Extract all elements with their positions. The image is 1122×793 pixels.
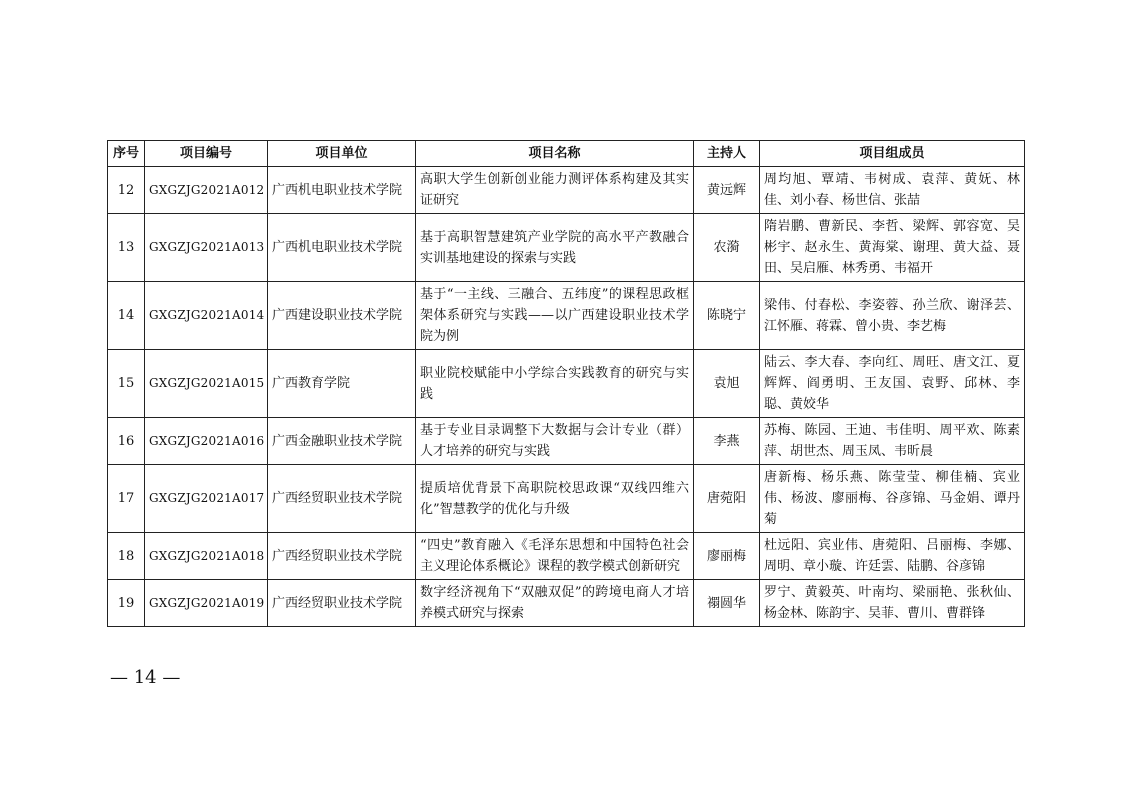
project-code: GXGZJG2021A014: [145, 282, 268, 350]
project-name: 基于专业目录调整下大数据与会计专业（群）人才培养的研究与实践: [416, 418, 694, 465]
table-row: [108, 214, 1025, 282]
project-unit: 广西经贸职业技术学院: [268, 533, 416, 580]
row-number: 13: [108, 214, 145, 282]
header-host: 主持人: [694, 141, 760, 167]
project-unit: 广西建设职业技术学院: [268, 282, 416, 350]
row-number: 16: [108, 418, 145, 465]
project-code: GXGZJG2021A017: [145, 465, 268, 533]
project-table: [107, 140, 1025, 627]
row-number: 19: [108, 580, 145, 627]
project-members: 唐新梅、杨乐燕、陈莹莹、柳佳楠、宾业伟、杨波、廖丽梅、谷彦锦、马金娟、谭丹菊: [760, 465, 1025, 533]
project-code: GXGZJG2021A013: [145, 214, 268, 282]
project-name: 高职大学生创新创业能力测评体系构建及其实证研究: [416, 167, 694, 214]
project-code: GXGZJG2021A015: [145, 350, 268, 418]
project-members: 梁伟、付春松、李姿蓉、孙兰欣、谢泽芸、江怀雁、蒋霖、曾小贵、李艺梅: [760, 282, 1025, 350]
project-unit: 广西经贸职业技术学院: [268, 465, 416, 533]
table-row: [108, 282, 1025, 350]
project-host: 陈晓宁: [694, 282, 760, 350]
header-code: 项目编号: [145, 141, 268, 167]
project-host: 廖丽梅: [694, 533, 760, 580]
project-name: 职业院校赋能中小学综合实践教育的研究与实践: [416, 350, 694, 418]
project-name: 基于高职智慧建筑产业学院的高水平产教融合实训基地建设的探索与实践: [416, 214, 694, 282]
project-host: 唐菀阳: [694, 465, 760, 533]
row-number: 15: [108, 350, 145, 418]
table-row: [108, 350, 1025, 418]
project-unit: 广西机电职业技术学院: [268, 167, 416, 214]
table-row: [108, 465, 1025, 533]
row-number: 12: [108, 167, 145, 214]
project-members: 周均旭、覃靖、韦树成、袁萍、黄妩、林佳、刘小春、杨世信、张喆: [760, 167, 1025, 214]
header-name: 项目名称: [416, 141, 694, 167]
header-members: 项目组成员: [760, 141, 1025, 167]
project-name: 基于“一主线、三融合、五纬度”的课程思政框架体系研究与实践——以广西建设职业技术学院为例: [416, 282, 694, 350]
table-row: [108, 533, 1025, 580]
project-code: GXGZJG2021A018: [145, 533, 268, 580]
project-members: 罗宁、黄毅英、叶南均、梁丽艳、张秋仙、杨金林、陈韵宇、吴菲、曹川、曹群锋: [760, 580, 1025, 627]
table-row: [108, 418, 1025, 465]
project-host: 李燕: [694, 418, 760, 465]
project-host: 禤圆华: [694, 580, 760, 627]
table-header-row: [108, 141, 1025, 167]
header-seq: 序号: [108, 141, 145, 167]
project-members: 隋岩鹏、曹新民、李哲、梁辉、郭容宽、吴彬宇、赵永生、黄海棠、谢理、黄大益、聂田、吴启雁、林秀勇、韦福开: [760, 214, 1025, 282]
project-unit: 广西经贸职业技术学院: [268, 580, 416, 627]
header-unit: 项目单位: [268, 141, 416, 167]
project-host: 袁旭: [694, 350, 760, 418]
row-number: 18: [108, 533, 145, 580]
project-code: GXGZJG2021A019: [145, 580, 268, 627]
project-members: 杜远阳、宾业伟、唐菀阳、吕丽梅、李娜、周明、章小璇、许廷雲、陆鹏、谷彦锦: [760, 533, 1025, 580]
project-unit: 广西金融职业技术学院: [268, 418, 416, 465]
project-code: GXGZJG2021A012: [145, 167, 268, 214]
project-name: 数字经济视角下“双融双促”的跨境电商人才培养模式研究与探索: [416, 580, 694, 627]
project-unit: 广西机电职业技术学院: [268, 214, 416, 282]
table-row: [108, 167, 1025, 214]
row-number: 14: [108, 282, 145, 350]
table-row: [108, 580, 1025, 627]
page-number: — 14 —: [110, 667, 181, 688]
project-name: “四史”教育融入《毛泽东思想和中国特色社会主义理论体系概论》课程的教学模式创新研究: [416, 533, 694, 580]
project-name: 提质培优背景下高职院校思政课“双线四维六化”智慧教学的优化与升级: [416, 465, 694, 533]
project-host: 农漪: [694, 214, 760, 282]
project-unit: 广西教育学院: [268, 350, 416, 418]
project-members: 苏梅、陈园、王迪、韦佳明、周平欢、陈素萍、胡世杰、周玉凤、韦昕晨: [760, 418, 1025, 465]
project-members: 陆云、李大春、李向红、周旺、唐文江、夏辉辉、阎勇明、王友国、袁野、邱林、李聪、黄姣华: [760, 350, 1025, 418]
project-host: 黄远辉: [694, 167, 760, 214]
row-number: 17: [108, 465, 145, 533]
project-code: GXGZJG2021A016: [145, 418, 268, 465]
